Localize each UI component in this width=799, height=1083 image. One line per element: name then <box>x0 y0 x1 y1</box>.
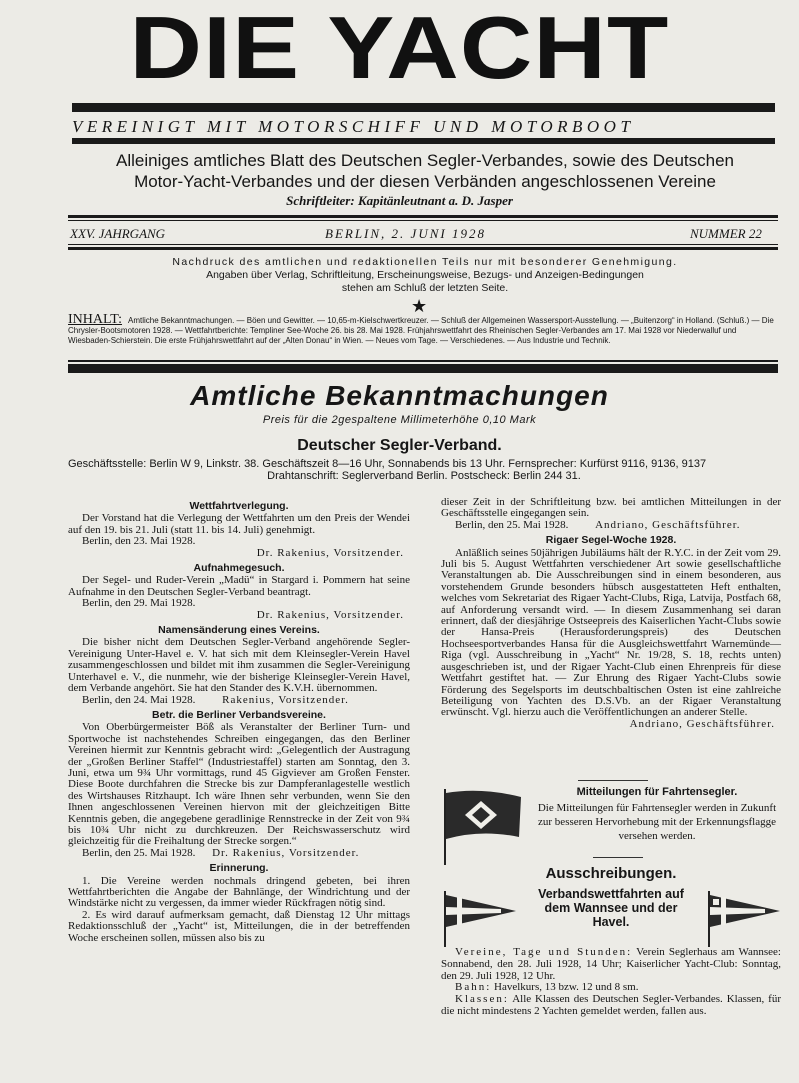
article-heading: Betr. die Berliner Verbandsvereine. <box>152 708 326 721</box>
detail-paragraph <box>441 947 781 982</box>
issue-date: BERLIN, 2. JUNI 1928 <box>325 226 486 241</box>
article-heading: Aufnahmegesuch. <box>193 562 285 575</box>
article-date <box>441 520 781 531</box>
contact-line: Drahtanschrift: Seglerverband Berlin. Postscheck: Berlin 244 31. <box>267 470 581 482</box>
article-date: Berlin, den 23. Mai 1928. <box>82 535 196 548</box>
article-text: Der Segel- und Ruder-Verein „Madü“ in Stargard i. Pommern hat seine Aufnahme in den Deutschen Segler-Verband beantragt. <box>68 574 410 598</box>
notice-line: Angaben über Verlag, Schriftleitung, Erscheinungsweise, Bezugs- und Anzeigen-Bedingungen <box>206 269 644 281</box>
issue-rule-bottom <box>68 244 778 245</box>
article-date-text: Berlin, den 24. Mai 1928. <box>82 693 196 706</box>
article-text: 2. Es wird darauf aufmerksam gemacht, daß Dienstag 12 Uhr mittags Redaktionsschluß der „Yacht“ ist, Mitteilungen, die in der betreffenden Woche erscheinen sollen, müssen also bis zu <box>68 908 410 944</box>
article-date <box>68 848 410 859</box>
fahrtensegler-notice <box>533 785 781 843</box>
left-column <box>68 497 410 944</box>
article-heading: Namensänderung eines Vereins. <box>158 624 320 637</box>
notice-line: stehen am Schluß der letzten Seite. <box>341 282 509 294</box>
article-date <box>68 695 410 706</box>
article-text: Anläßlich seines 50jährigen Jubiläums hält der R.Y.C. in der Zeit vom 29. Juli bis 5. August Wettfahrten verschiedener Art sowie gesellschaftliche Veranstaltungen ab. Die Ausschreibungen sind in einem besonderen, aus vorstehendem Grunde besonders hübsch ausgestatteten Heft enthalten, welches vom Sekretariat des Rigaer Yacht-Clubs, Riga, Latvija, Postfach 68, auf Anforderung versandt wird. — In diesem Zusammenhang sei daran erinnert, daß der diesjährige Ostseepreis des Kaiserlichen Yacht-Clubs sowie der Hansa-Preis (Herausforderungspreis) des Deutschen Hochseesportverbandes Hansa für die Ausgleichswettfahrt Warnemünde—Riga (vgl. Ausschreibung in „Yacht“ Nr. 19/28, S. 18, rechts unten) ausgeschrieben ist, und der Rigaer Yacht-Club einen Ehrenpreis für diese Wettfahrt gestiftet hat. — Zur Ehrung des Rigaer Yacht-Clubs sowie Förderung des Segelsports im deutschbaltischen Osten ist eine zahlreiche Beteiligung von Yachten des D.S.Vb. an der Rigaer Veranstaltung erwünscht. Vgl. hierzu auch die Veröffentlichungen an anderer Stelle. <box>441 546 781 719</box>
contents-text: Amtliche Bekanntmachungen. — Böen und Gewitter. — 10,65-m-Kielschwertkreuzer. — Schluß der Allgemeinen Wassersport-Ausstellung. — „Buitenzorg“ in Holland. (Schluß.) — Die Chrysler-Bootsmotoren 1928. — Wettfahrtberichte: Templiner See-Woche 26. bis 28. Mai 1928. Frühjahrswettfahrt des Rheinischen Segler-Verbandes am 17. Mai 1928 vor Niederwalluf und Wiesbaden-Schierstein. Die erste Frühjahrswettfahrt auf der „Alten Donau“ in Wien. — Neues vom Tage. — Verschiedenes. — Aus Industrie und Technik. <box>68 316 774 345</box>
subtitle <box>60 150 790 192</box>
article-signature: Dr. Rakenius, Vorsitzender. <box>212 846 360 859</box>
table-of-contents <box>68 312 780 346</box>
recognition-flag-icon <box>441 787 531 867</box>
article-heading: Erinnerung. <box>209 862 269 875</box>
detail-paragraph <box>441 994 781 1018</box>
masthead: DIE YACHT <box>129 0 670 97</box>
detail-label: Bahn: <box>455 981 492 994</box>
issue-number: NUMMER 22 <box>690 226 762 241</box>
tagline: VEREINIGT MIT MOTORSCHIFF UND MOTORBOOT <box>72 117 635 136</box>
detail-label: Vereine, Tage und Stunden: <box>455 946 633 958</box>
issue-volume: XXV. JAHRGANG <box>70 226 166 241</box>
article-text: dieser Zeit in der Schriftleitung bzw. bei amtlichen Mitteilungen in der Geschäftsstelle eingegangen sein. <box>441 496 781 520</box>
article-date-text: Berlin, den 25. Mai 1928. <box>455 518 569 531</box>
contact-line: Geschäftsstelle: Berlin W 9, Linkstr. 38. Geschäftszeit 8—16 Uhr, Sonnabends bis 13 Uhr. Fernsprecher: Kurfürst 9116, 9136, 9137 <box>68 458 707 470</box>
article-text: Von Oberbürgermeister Böß als Veranstalter der Berliner Turn- und Sportwoche ist nachstehendes Schreiben eingegangen, das den Berliner Vereinen hiermit zur Kenntnis gebracht wird: „Gelegentlich der Austragung der „Großen Berliner Staffel“ (Industriestaffel) starten am Sonntag, den 3. Juni, etwa um 9¾ Uhr vormittags, rund 45 Gigviever am Großen Fenster. Diese Boote durchfahren die Strecke bis zur Dampferanlagestelle westlich des Wirtshauses Ritzhaupt. Ich wäre Ihnen sehr verbunden, wenn Sie den Ihnen angeschlossenen Vereinen hiervon mit der gleichzeitigen Bitte Kenntnis geben, die angegebene geradlinige Rennstrecke in der Zeit von 9¾ bis 10¾ Uhr nicht zu durchkreuzen. Der Reichswasserschutz wird gleichzeitig für die Freihaltung der Strecke sorgen.“ <box>68 721 410 848</box>
detail-text: Verein Seglerhaus am Wannsee: Sonnabend, den 28. Juli 1928, 14 Uhr; Kaiserlicher Yacht-Club: Sonntag, den 29. Juli 1928, 12 Uhr. <box>441 946 781 982</box>
issue-rule-bottom-thick <box>68 247 778 250</box>
masthead-rule-bottom <box>72 138 775 144</box>
article-signature: Dr. Rakenius, Vorsitzender. <box>256 546 404 559</box>
section-title: Amtliche Bekanntmachungen <box>190 380 609 411</box>
fahrtensegler-text: Die Mitteilungen für Fahrtensegler werden in Zukunft zur besseren Hervorhebung mit der Erkennungsflagge versehen werden. <box>537 802 777 842</box>
star-icon: ★ <box>411 296 428 316</box>
section-rule-top-thick <box>68 364 778 373</box>
article-text: Der Vorstand hat die Verlegung der Wettfahrten um den Preis der Wendei auf den 19. bis 21. Juli (statt 11. bis 14. Juli) genehmigt. <box>68 512 410 536</box>
ausschreibungen-title: Ausschreibungen. <box>545 865 677 882</box>
article-heading: Rigaer Segel-Woche 1928. <box>545 534 677 547</box>
article-text: Die bisher nicht dem Deutschen Segler-Verband angehörende Segler-Vereinigung Unter-Havel e. V. hat sich mit dem Kleinsegler-Verein Havel zusammengeschlossen und bildet mit ihm zusammen die Segler-Vereinigung Unterhavel e. V., die nunmehr, wie der bisherige Kleinsegler-Verein Havel, dem Verbande angehört. Sie hat den Stander des K.V.H. übernommen. <box>68 636 410 695</box>
left-pennant-icon <box>441 889 521 949</box>
editor-line: Schriftleiter: Kapitänleutnant a. D. Jasper <box>286 193 513 208</box>
detail-text: Havelkurs, 13 bzw. 12 und 8 sm. <box>494 981 639 994</box>
price-line: Preis für die 2gespaltene Millimeterhöhe 0,10 Mark <box>262 414 537 426</box>
section-rule-top <box>68 360 778 362</box>
subtitle-line: Motor-Yacht-Verbandes und der diesen Verbänden angeschlossenen Vereine <box>134 172 716 191</box>
divider <box>593 857 643 858</box>
right-pennant-icon <box>705 889 785 949</box>
ausschreibungen-subtitle: Verbandswettfahrten auf dem Wannsee und der Havel. <box>538 887 684 929</box>
ausschreibungen <box>441 865 781 929</box>
article-signature: Dr. Rakenius, Vorsitzender. <box>256 608 404 621</box>
article-signature: Andriano, Geschäftsführer. <box>595 518 741 531</box>
article-heading: Wettfahrtverlegung. <box>189 500 289 512</box>
right-column <box>441 497 781 730</box>
article-signature: Rakenius, Vorsitzender. <box>222 693 349 706</box>
article-signature: Andriano, Geschäftsführer. <box>629 717 775 730</box>
subtitle-line: Alleiniges amtliches Blatt des Deutschen Segler-Verbandes, sowie des Deutschen <box>115 151 734 170</box>
reprint-notice <box>60 256 790 295</box>
article-text: 1. Die Vereine werden nochmals dringend gebeten, bei ihren Wettfahrtberichten die Angabe der Bahnlänge, der Windrichtung und der Windstärke nicht zu vergessen, da immer wieder Rückfragen nötig sind. <box>68 874 410 910</box>
verband-title: Deutscher Segler-Verband. <box>297 437 502 454</box>
article-date: Berlin, den 29. Mai 1928. <box>82 597 196 610</box>
article-date-text: Berlin, den 25. Mai 1928. <box>82 846 196 859</box>
masthead-rule-top <box>72 103 775 112</box>
issue-rule-top-thin <box>68 220 778 221</box>
ausschreibungen-details <box>441 947 781 1018</box>
notice-line: Nachdruck des amtlichen und redaktionellen Teils nur mit besonderer Genehmigung. <box>172 256 678 268</box>
detail-text: Alle Klassen des Deutschen Segler-Verbandes. Klassen, für die nicht mindestens 2 Yachten gemeldet werden, fallen aus. <box>441 993 781 1017</box>
fahrtensegler-title: Mitteilungen für Fahrtensegler. <box>576 786 738 798</box>
contact-info <box>68 458 780 482</box>
issue-rule-top <box>68 215 778 218</box>
fahrtensegler-box <box>441 777 781 877</box>
contents-label: INHALT: <box>68 312 123 327</box>
detail-label: Klassen: <box>455 993 509 1006</box>
